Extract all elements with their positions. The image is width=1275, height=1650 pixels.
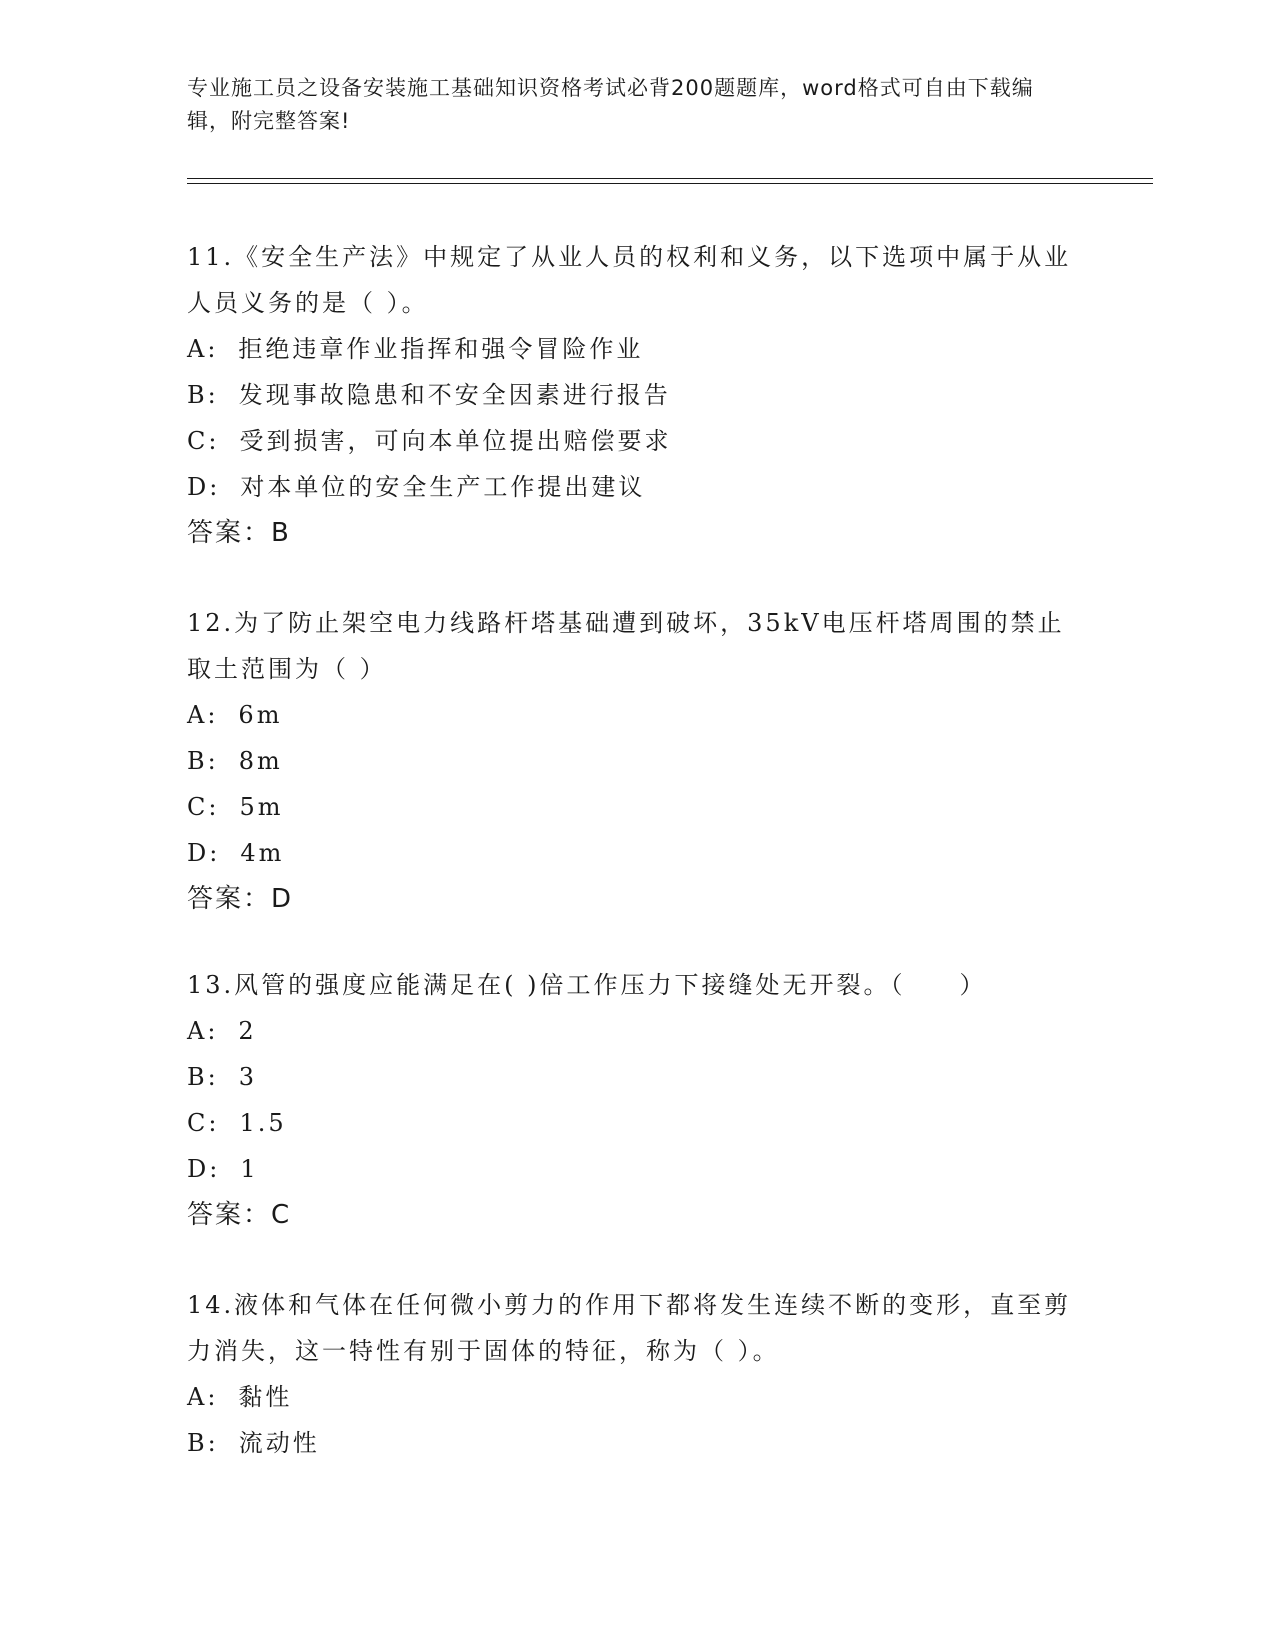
- option-letter: A:: [187, 701, 219, 729]
- option-text: 8m: [238, 747, 283, 775]
- option-text: 5m: [239, 793, 284, 821]
- question-11: [187, 234, 1087, 556]
- option-letter: B:: [187, 381, 219, 409]
- option-text: 黏性: [238, 1383, 293, 1411]
- option-letter: D:: [187, 1155, 221, 1183]
- option-text: 1.5: [239, 1109, 287, 1137]
- option-a: [187, 326, 1087, 372]
- option-text: 4m: [240, 839, 285, 867]
- option-b: [187, 738, 1087, 784]
- option-text: 3: [238, 1063, 258, 1091]
- option-letter: B:: [187, 1429, 219, 1457]
- option-d: [187, 1146, 1087, 1192]
- document-header: 专业施工员之设备安装施工基础知识资格考试必背200题题库，word格式可自由下载编辑，附完整答案!: [187, 76, 1034, 133]
- option-text: 6m: [238, 701, 283, 729]
- option-text: 2: [238, 1017, 257, 1045]
- option-b: [187, 372, 1087, 418]
- option-text: 1: [240, 1155, 259, 1183]
- option-letter: C:: [187, 793, 220, 821]
- header-divider-bottom: [187, 183, 1153, 184]
- option-text: 拒绝违章作业指挥和强令冒险作业: [238, 335, 644, 363]
- option-a: [187, 692, 1087, 738]
- option-text: 流动性: [238, 1429, 320, 1457]
- answer-line: 答案：B: [187, 518, 291, 548]
- option-letter: A:: [187, 1017, 219, 1045]
- option-letter: B:: [187, 1063, 219, 1091]
- option-b: [187, 1054, 1087, 1100]
- option-letter: A:: [187, 1383, 219, 1411]
- header-divider-top: [187, 178, 1153, 179]
- question-12: [187, 600, 1087, 922]
- option-c: [187, 418, 1087, 464]
- option-letter: C:: [187, 1109, 220, 1137]
- option-letter: B:: [187, 747, 219, 775]
- option-c: [187, 784, 1087, 830]
- option-a: [187, 1374, 1087, 1420]
- answer-line: 答案：D: [187, 884, 294, 914]
- option-c: [187, 1100, 1087, 1146]
- question-title: 13.风管的强度应能满足在( )倍工作压力下接缝处无开裂。（ ）: [187, 971, 987, 999]
- option-text: 受到损害，可向本单位提出赔偿要求: [239, 427, 672, 455]
- option-d: [187, 464, 1087, 510]
- option-letter: A:: [187, 335, 219, 363]
- option-text: 发现事故隐患和不安全因素进行报告: [238, 381, 671, 409]
- option-d: [187, 830, 1087, 876]
- option-b: [187, 1420, 1087, 1466]
- option-a: [187, 1008, 1087, 1054]
- question-title: 11.《安全生产法》中规定了从业人员的权利和义务，以下选项中属于从业人员义务的是（ ）。: [187, 243, 1072, 317]
- answer-line: 答案：C: [187, 1200, 292, 1230]
- question-title: 14.液体和气体在任何微小剪力的作用下都将发生连续不断的变形，直至剪力消失，这一特性有别于固体的特征，称为（ ）。: [187, 1291, 1072, 1365]
- question-14: [187, 1282, 1087, 1466]
- option-letter: D:: [187, 839, 221, 867]
- option-letter: D:: [187, 473, 221, 501]
- question-13: [187, 962, 1087, 1238]
- option-text: 对本单位的安全生产工作提出建议: [240, 473, 646, 501]
- option-letter: C:: [187, 427, 220, 455]
- question-title: 12.为了防止架空电力线路杆塔基础遭到破坏，35kV电压杆塔周围的禁止取土范围为（ ）: [187, 609, 1065, 683]
